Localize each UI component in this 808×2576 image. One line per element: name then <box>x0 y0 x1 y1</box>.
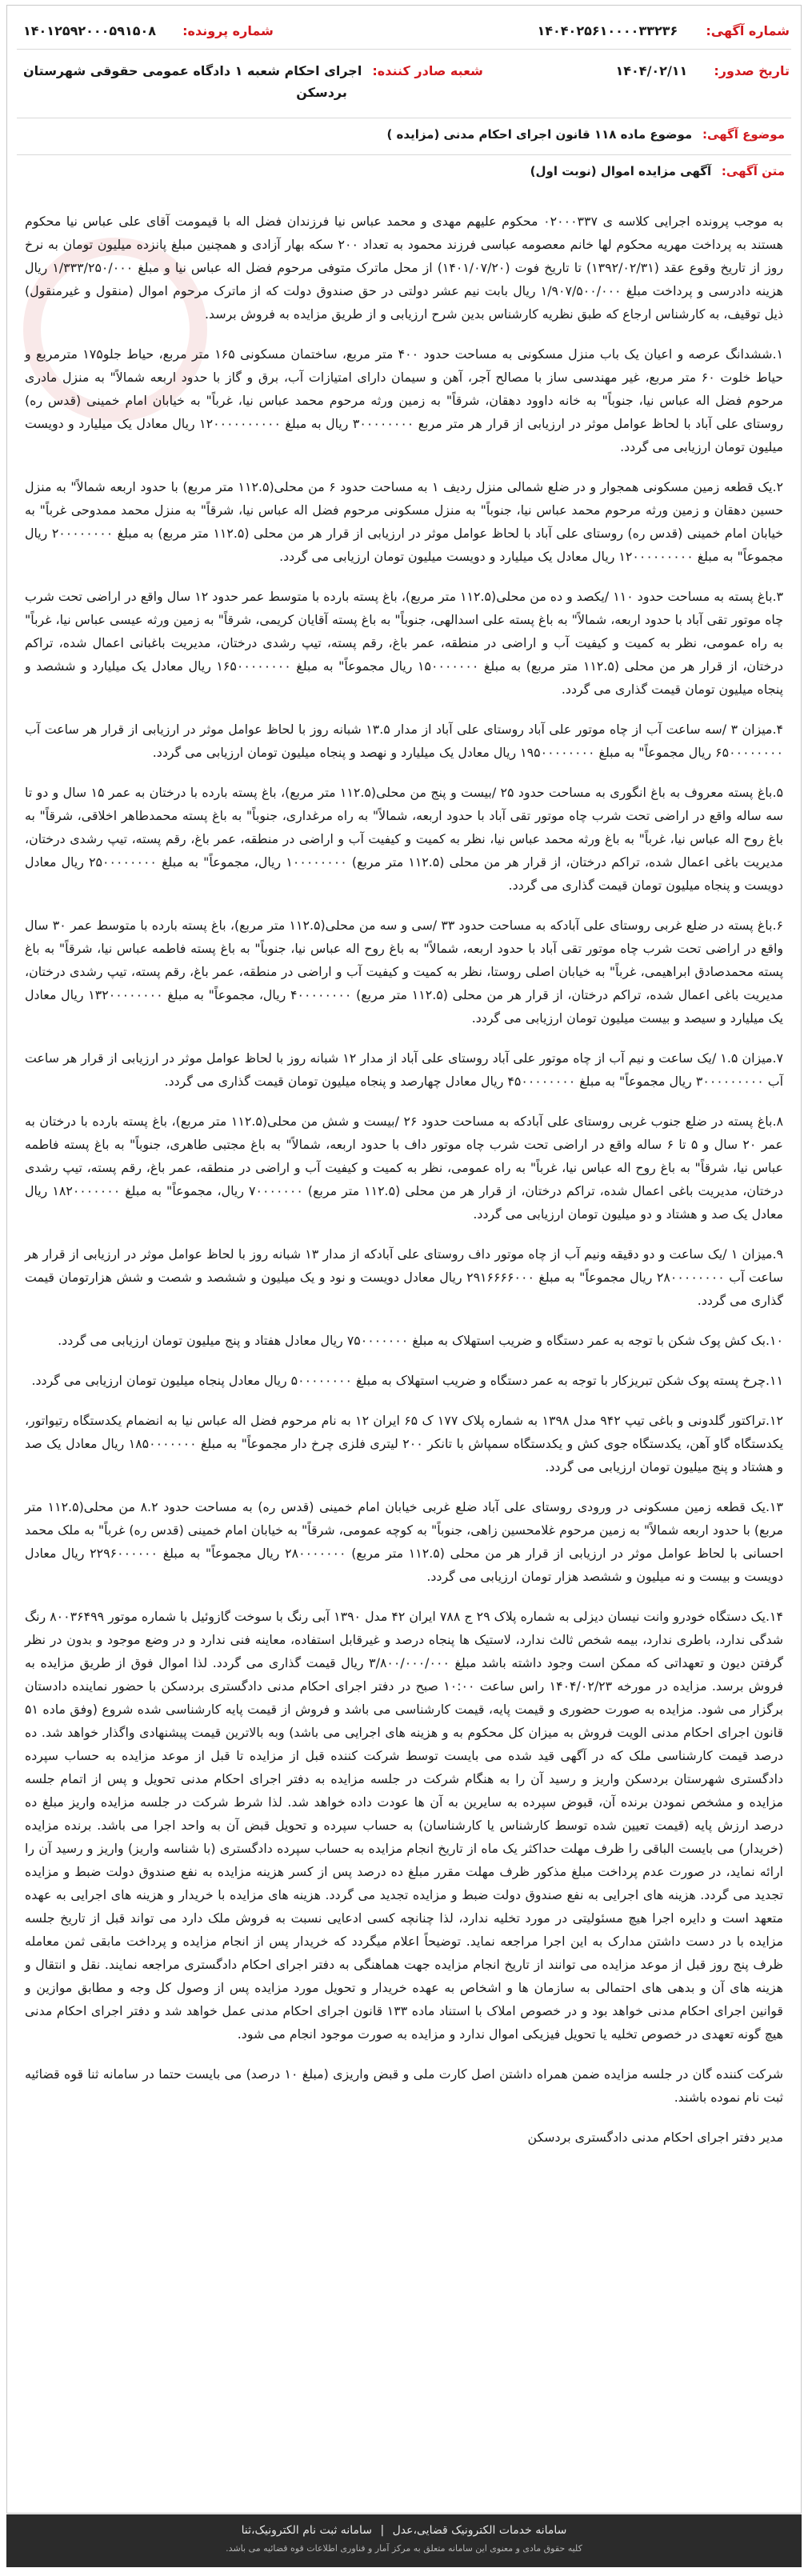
body-paragraph-item-3: ۳.باغ پسته به مساحت حدود ۱۱۰ /یکصد و ده من محلی(۱۱۲.۵ متر مربع)، باغ پسته بارده با متوسط عمر حدود ۱۲ سال واقع در اراضی تحت شرب چاه موتور تقی آباد با حدود اربعه، شمالاً" به باغ پسته علی اسدالهی، جنوباً" به باغ پسته آقایان کریمی، شرقاً" به زمین ورثه عیسی عباس نیا، غرباً" به راه عمومی، نظر به کمیت و کیفیت آب و اراضی در منطقه، عمر باغ، رقم پسته، تیپ رشدی درختان، مدیریت باغبانی اعمال شده، تراکم درختان، از قرار هر من محلی (۱۱۲.۵ متر مربع) به مبلغ ۱۵۰۰۰۰۰۰۰ ریال مجموعاً" به مبلغ ۱۶۵۰۰۰۰۰۰۰۰ ریال معادل یک میلیارد و ششصد و پنجاه میلیون تومان قیمت گذاری می گردد. <box>25 589 784 697</box>
body-paragraph-item-6: ۶.باغ پسته در ضلع غربی روستای علی آبادکه به مساحت حدود ۳۳ /سی و سه من محلی(۱۱۲.۵ متر مربع)، باغ پسته بارده با متوسط عمر ۳۰ سال واقع در اراضی تحت شرب چاه موتور تقی آباد با حدود اربعه، شمالاً" به باغ روح اله عباس نیا، جنوباً" به باغ پسته فاطمه عباس نیا، شرقاً" به باغ پسته محمدصادق ابراهیمی، غرباً" به خیابان اصلی روستا، نظر به کمیت و کیفیت آب و اراضی در منطقه، عمر باغ، رقم پسته، تیپ رشدی درختان، مدیریت باغی اعمال شده، تراکم درختان، از قرار هر من محلی (۱۱۲.۵ متر مربع) ۴۰۰۰۰۰۰۰۰ ریال، مجموعاً" به مبلغ ۱۳۲۰۰۰۰۰۰۰۰ ریال معادل یک میلیارد و سیصد و بیست میلیون تومان ارزیابی می گردد. <box>25 918 783 1026</box>
text-label: متن آگهی: <box>721 164 785 178</box>
subject-row <box>386 127 785 142</box>
body-paragraph-item-12: ۱۲.تراکتور گلدونی و باغی تیپ ۹۴۲ مدل ۱۳۹۸ به شماره پلاک ۱۷۷ ک ۶۵ ایران ۱۲ به نام مرحوم فضل اله عباس نیا به انضمام یکدستگاه رتیواتور، یکدستگاه گاو آهن، یکدستگاه جوی کش و یکدستگاه سمپاش با تانکر ۲۰۰ لیتری فلزی چرخ دار مجموعاً" به مبلغ ۱۸۵۰۰۰۰۰۰۰ ریال معادل یک صد و هشتاد و پنج میلیون تومان ارزیابی می گردد. <box>25 1413 783 1474</box>
text-title: آگهی مزایده اموال (نوبت اول) <box>530 164 712 178</box>
body-paragraph-item-8: ۸.باغ پسته در ضلع جنوب غربی روستای علی آبادکه به مساحت حدود ۲۶ /بیست و شش من محلی(۱۱۲.۵ متر مربع)، باغ پسته بارده با درختان به عمر ۲۰ سال و ۵ تا ۶ ساله واقع در اراضی تحت شرب چاه موتور داف با حدود اربعه، شمالاً" به باغ مجتبی طاهری، جنوباً" به باغ پسته فاطمه عباس نیا، شرقاً" به باغ روح اله عباس نیا، غرباً" به راه عمومی، نظر به کمیت و کیفیت آب و اراضی در منطقه، عمر باغ، رقم پسته، تیپ رشدی درختان، مدیریت باغی اعمال شده، تراکم درختان، از قرار هر من محلی (۱۱۲.۵ متر مربع) ۷۰۰۰۰۰۰۰ ریال، مجموعاً" به مبلغ ۱۸۲۰۰۰۰۰۰۰ ریال معادل یک صد و هشتاد و دو میلیون تومان ارزیابی می گردد. <box>25 1114 784 1222</box>
subject-text: موضوع ماده ۱۱۸ قانون اجرای احکام مدنی (مزایده ) <box>386 127 693 142</box>
ad-number-row <box>537 23 790 38</box>
site-footer <box>6 2514 802 2567</box>
body-paragraph-item-13: ۱۳.یک قطعه زمین مسکونی در ورودی روستای علی آباد ضلع غربی خیابان امام خمینی (قدس ره) به مساحت حدود ۸.۲ من محلی(۱۱۲.۵ متر مربع) با حدود اربعه شمالاً" به زمین مرحوم غلامحسین زاهی، جنوباً" به کوچه عمومی، شرقاً" به خیابان امام خمینی (قدس ره) غرباً" به ملک محمد احسانی با لحاظ عوامل موثر در ارزیابی از قرار هر من محلی (۱۱۲.۵ متر مربع) ۲۸۰۰۰۰۰۰۰ ریال مجموعاً" به مبلغ ۲۲۹۶۰۰۰۰۰۰ ریال معادل دویست و بیست و نه میلیون و ششصد هزار تومان ارزیابی می گردد. <box>25 1499 784 1584</box>
case-number: ۱۴۰۱۲۵۹۲۰۰۰۵۹۱۵۰۸ <box>23 23 157 38</box>
ad-number: ۱۴۰۴۰۲۵۶۱۰۰۰۰۳۳۲۳۶ <box>537 23 678 38</box>
issue-date: ۱۴۰۴/۰۲/۱۱ <box>615 63 688 78</box>
issue-date-label: تاریخ صدور: <box>714 63 790 78</box>
body-paragraph-item-7: ۷.میزان ۱.۵ /یک ساعت و نیم آب از چاه موتور علی آباد روستای علی آباد از مدار ۱۲ شبانه روز با لحاظ عوامل موثر در ارزیابی از قرار هر ساعت آب ۳۰۰۰۰۰۰۰۰۰ ریال مجموعاً" به مبلغ ۴۵۰۰۰۰۰۰۰۰ ریال معادل چهارصد و پنجاه میلیون تومان قیمت گذاری می گردد. <box>25 1050 783 1089</box>
signoff: مدیر دفتر اجرای احکام مدنی دادگستری بردسکن <box>527 2130 783 2145</box>
case-number-label: شماره پرونده: <box>182 23 274 38</box>
body-paragraph-item-4: ۴.میزان ۳ /سه ساعت آب از چاه موتور علی آباد روستای علی آباد از مدار ۱۳.۵ شبانه روز با لحاظ عوامل موثر در ارزیابی از قرار هر ساعت آب ۶۵۰۰۰۰۰۰۰۰ ریال مجموعاً" به مبلغ ۱۹۵۰۰۰۰۰۰۰۰ ریال معادل یک میلیارد و نهصد و پنجاه میلیون تومان ارزیابی می گردد. <box>25 722 783 760</box>
body-paragraph-item-2: ۲.یک قطعه زمین مسکونی همجوار و در ضلع شمالی منزل ردیف ۱ به مساحت حدود ۶ من محلی(۱۱۲.۵ متر مربع) با حدود اربعه شمالاً" به منزل حسین دهقان و زمین ورثه مرحوم محمد عباس نیا، جنوباً" به منزل مسکونی مرحوم فضل اله عباس نیا، شرقاً" به منزل محمد ممدوحی غرباً" به خیابان امام خمینی (قدس ره) روستای علی آباد با لحاظ عوامل موثر در ارزیابی از قرار هر من محلی (۱۱۲.۵ متر مربع) به مبلغ ۲۰۰۰۰۰۰۰۰ ریال مجموعاً" به مبلغ ۱۲۰۰۰۰۰۰۰۰۰ ریال معادل یک میلیارد و دویست میلیون تومان ارزیابی می گردد. <box>25 479 784 564</box>
issuer-label: شعبه صادر کننده: <box>372 63 483 78</box>
footer-separator: | <box>380 2524 385 2537</box>
case-number-row <box>23 23 274 38</box>
body-paragraph-participants: شرکت کننده گان در جلسه مزایده ضمن همراه داشتن اصل کارت ملی و قبض واریزی (مبلغ ۱۰ درصد) می بایست حتما در سامانه ثنا قوه قضائیه ثبت نام نموده باشند. <box>25 2066 783 2105</box>
body-paragraph-item-9: ۹.میزان ۱ /یک ساعت و دو دقیقه ونیم آب از چاه موتور داف روستای علی آبادکه از مدار ۱۳ شبانه روز با لحاظ عوامل موثر در ارزیابی از قرار هر ساعت آب ۲۸۰۰۰۰۰۰۰۰ ریال مجموعاً" به مبلغ ۲۹۱۶۶۶۶۰۰۰ ریال معادل دویست و نود و یک میلیون و ششصد و شصت و شش هزارتومان قیمت گذاری می گردد. <box>25 1246 783 1308</box>
footer-link-adl[interactable]: سامانه خدمات الکترونیک قضایی،عدل <box>392 2524 567 2537</box>
notice-page <box>6 5 802 2514</box>
footer-copyright: کلیه حقوق مادی و معنوی این سامانه متعلق به مرکز آمار و فناوری اطلاعات قوه قضائیه می باشد. <box>226 2543 582 2554</box>
text-title-row <box>530 164 785 178</box>
issuer-line1: اجرای احکام شعبه ۱ دادگاه عمومی حقوقی شهرستان <box>23 63 362 78</box>
body-paragraph-item-10: ۱۰.بک کش پوک شکن با توجه به عمر دستگاه و ضریب استهلاک به مبلغ ۷۵۰۰۰۰۰۰۰ ریال معادل هفتاد و پنج میلیون تومان ارزیابی می گردد. <box>58 1333 783 1348</box>
body-paragraph-item-14: ۱۴.یک دستگاه خودرو وانت نیسان دیزلی به شماره پلاک ۲۹ ج ۷۸۸ ایران ۴۲ مدل ۱۳۹۰ آبی رنگ با سوخت گازوئیل با شماره موتور ۸۰۰۳۶۴۹۹ رنگ شدگی ندارد، باطری ندارد، بیمه شخص ثالث ندارد، لاستیک ها پنجاه درصد و غیرقابل استفاده، معاینه فنی ندارد و در وضع موجود و بدون در نظر گرفتن دیون و تعهداتی که ممکن است وجود داشته باشد مبلغ ۳/۸۰۰/۰۰۰/۰۰۰ ریال قیمت گذاری می گردد. لذا اموال فوق از طریق مزایده به فروش برسد. مزایده در مورخه ۱۴۰۴/۰۲/۲۳ راس ساعت ۱۰:۰۰ صبح در دفتر اجرای احکام مدنی دادگستری بردسکن با حضور نماینده دادستان برگزار می شود. مزایده به صورت حضوری و قیمت پایه، قیمت کارشناسی می باشد و فروش از قیمت پایه کارشناسی شده شروع (وفق ماده ۵۱ قانون اجرای احکام مدنی الویت فروش به میزان کل محکوم به و هزینه های اجرایی می باشد) وبه بالاترین قیمت پیشنهادی واگذار خواهد شد. ده درصد قیمت کارشناسی ملک که در آگهی قید شده می بایست توسط شرکت کننده قبل از مزایده تا قبل از موعد مزایده به حساب سپرده دادگستری شهرستان بردسکن واریز و رسید آن را به هنگام شرکت در جلسه مزایده به دفتر اجرای احکام مدنی تحویل و پس از اتمام جلسه مزایده و مشخص نمودن برنده آن، قبوض سپرده به سایرین به آن ها عودت داده خواهد شد. لذا شرط شرکت در جلسه مزایده واریز مبلغ ده درصد ارزش پایه (قیمت تعیین شده توسط کارشناس یا کارشناسان) به حساب سپرده و تحویل قبض آن به واحد اجرا می باشد. برنده مزایده (خریدار) می بایست الباقی را ظرف مهلت حداکثر یک ماه از تاریخ انجام مزایده به حساب سپرده دادگستری (با شناسه واریز) واریز و رسید آن را ارائه نماید، در صورت عدم پرداخت مبلغ مذکور ظرف مهلت مقرر مبلغ ده درصد پس از کسر هزینه مزایده به نفع صندوق دولت ضبط و مزایده تجدید می گردد. هزینه های اجرایی به نفع صندوق دولت ضبط و مزایده تجدید می گردد. هزینه های مزایده با خریدار و هزینه های اجرایی به عهده متعهد است و دایره اجرا هیچ مسئولیتی در مورد تخلیه ندارد، لذا چنانچه کسی ادعایی نسبت به فروش ملک دارد می تواند قبل از تاریخ جلسه مزایده با در دست داشتن مدارک به این اجرا مراجعه نماید. توضیحاً اعلام میگردد که خریدار پس از انجام مزایده و پرداخت مابقی ثمن معامله ظرف پنج روز قبل از موعد مزایده می توانند از تاریخ انجام مزایده جهت هماهنگی به دفتر اجرای احکام دادگستری مراجعه نمایند. نقل و انتقال و هزینه های آن و بدهی های احتمالی به سازمان ها و اشخاص به عهده خریدار و تحویل مورد مزایده پس از وصول کل وجه و مطابق موازین و قوانین اجرای احکام مدنی خواهد بود و در خصوص املاک با استناد ماده ۱۳۳ قانون اجرای احکام مدنی عمل خواهد شد و دفتر اجرای احکام مدنی هیچ گونه تعهدی در خصوص تخلیه یا تحویل فیزیکی اموال ندارد و مزایده به صورت موجود انجام می شود. <box>25 1609 783 2042</box>
notice-header <box>7 12 801 108</box>
ad-number-label: شماره آگهی: <box>706 23 790 38</box>
issuer-line2: بردسکن <box>296 85 347 100</box>
footer-links <box>6 2514 802 2537</box>
subject-label: موضوع آگهی: <box>702 127 785 142</box>
issue-date-row <box>616 63 790 78</box>
body-paragraph-item-1: ۱.ششدانگ عرصه و اعیان یک باب منزل مسکونی به مساحت حدود ۴۰۰ متر مربع، ساختمان مسکونی ۱۶۵ متر مربع، حیاط جلو۱۷۵ مترمربع و حیاط خلوت ۶۰ متر مربع، غیر مهندسی ساز با مصالح آجر، آهن و سیمان دارای امتیازات آب، برق و گاز با حدود اربعه شمالاً" به منزل مادری مرحوم فضل اله عباس نیا، جنوباً" به خانه داوود دهقان، شرقاً" به زمین ورثه مرحوم محمد عباس نیا، غرباً" به خیابان امام خمینی (قدس ره) روستای علی آباد با لحاظ عوامل موثر در ارزیابی از قرار هر متر مربع ۳۰۰۰۰۰۰۰۰ ریال به مبلغ ۱۲۰۰۰۰۰۰۰۰۰۰ ریال معادل یک میلیارد و دویست میلیون تومان ارزیابی می گردد. <box>25 346 784 454</box>
notice-body <box>25 210 783 2166</box>
issuer-row <box>23 63 483 100</box>
footer-link-sana[interactable]: سامانه ثبت نام الکترونیک،ثنا <box>241 2524 372 2537</box>
body-paragraph-item-11: ۱۱.چرخ پسته پوک شکن تبریزکار با توجه به عمر دستگاه و ضریب استهلاک به مبلغ ۵۰۰۰۰۰۰۰۰ ریال معادل پنجاه میلیون تومان ارزیابی می گردد. <box>31 1373 783 1388</box>
body-paragraph-intro: به موجب پرونده اجرایی کلاسه ی ۰۲۰۰۰۳۳۷ محکوم علیهم مهدی و محمد عباس نیا فرزندان فضل اله با قیمومت آقای علی عباس نیا محکوم هستند به پرداخت مهریه محکوم لها خانم معصومه عباسی فرزند محمود به تعداد ۲۰۰ سکه بهار آزادی و همچنین مبلغ پانزده میلیون تومان به نرخ روز از تاریخ وقوع عقد (۱۳۹۲/۰۲/۳۱) تا تاریخ فوت (۱۴۰۱/۰۷/۲۰) از محل ماترک متوفی مرحوم فضل اله عباس نیا و مبلغ ۱/۳۳۳/۲۵۰/۰۰۰ ریال هزینه دادرسی و پرداخت مبلغ ۱/۹۰۷/۵۰۰/۰۰۰ ریال بابت نیم عشر دولتی در حق صندوق دولت که از ماترک مرحوم اموال (منقول و غیرمنقول) ذیل توقیف، به کارشناس ارجاع که طبق نظریه کارشناس بدین شرح ارزیابی و از طریق مزایده به فروش برسد. <box>25 214 784 322</box>
body-paragraph-item-5: ۵.باغ پسته معروف به باغ انگوری به مساحت حدود ۲۵ /بیست و پنج من محلی(۱۱۲.۵ متر مربع)، باغ پسته بارده با درختان به عمر ۱۵ سال و دو تا سه ساله واقع در اراضی تحت شرب چاه موتور تقی آباد با حدود اربعه، شمالاً" به راه مرغداری، جنوباً" به باغ پسته محمدطاهر اخلاقی، شرقاً" به باغ روح اله عباس نیا، غرباً" به باغ ورثه محمد عباس نیا، نظر به کمیت و کیفیت آب و اراضی در منطقه، عمر باغ، رقم پسته، تیپ رشدی درختان، مدیریت باغی اعمال شده، تراکم درختان، از قرار هر من محلی (۱۱۲.۵ متر مربع) ۱۰۰۰۰۰۰۰۰ ریال، مجموعاً" به مبلغ ۲۵۰۰۰۰۰۰۰۰ ریال معادل دویست و پنجاه میلیون تومان قیمت گذاری می گردد. <box>25 785 783 893</box>
